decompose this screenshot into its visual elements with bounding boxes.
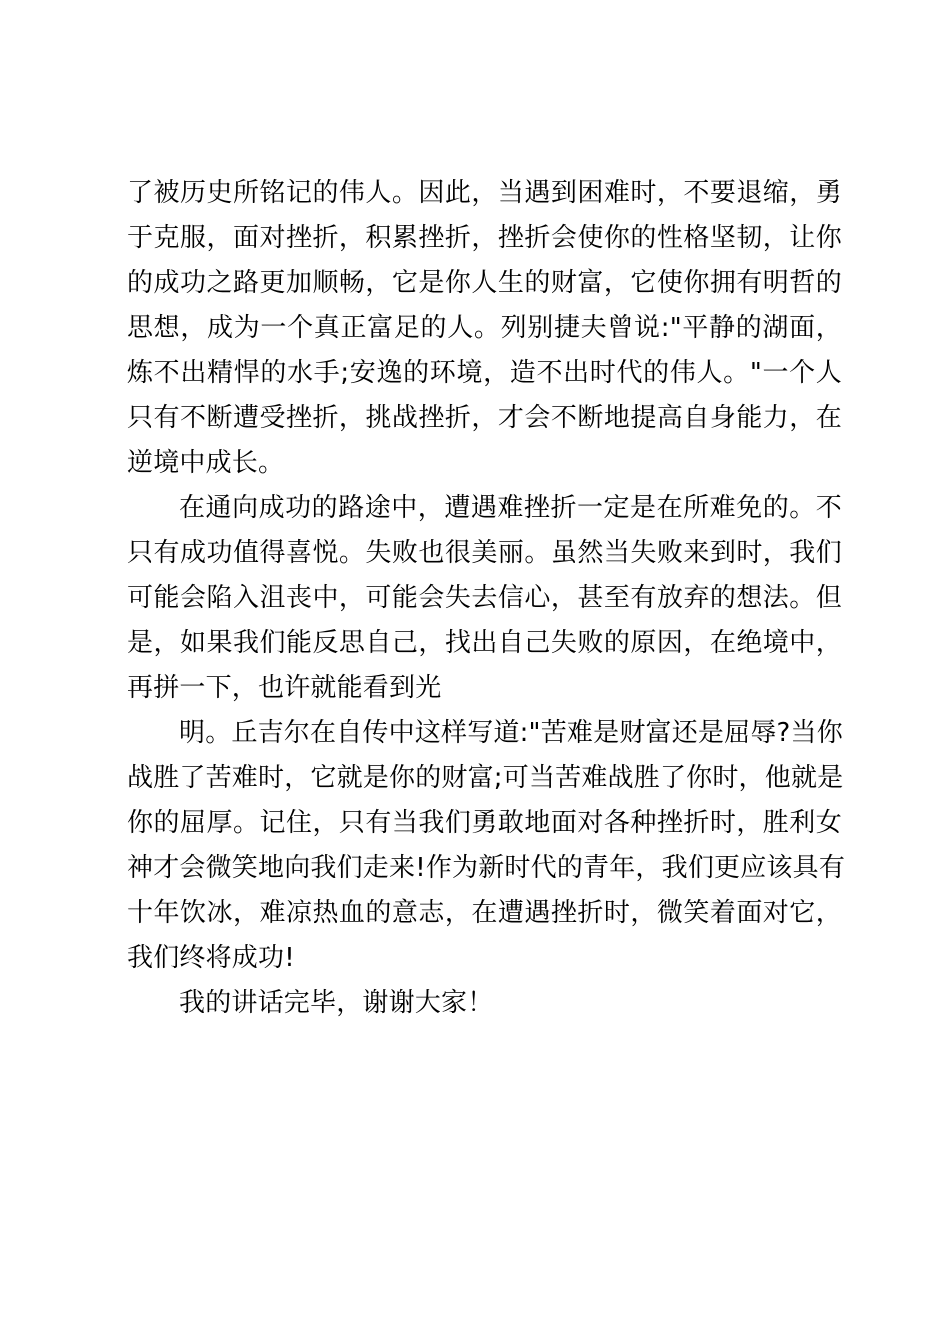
- text-line: 战胜了苦难时，它就是你的财富;可当苦难战胜了你时，他就是: [127, 763, 844, 793]
- text-line: 逆境中成长。: [127, 448, 285, 478]
- text-line: 我们终将成功!: [127, 943, 295, 973]
- text-line: 神才会微笑地向我们走来!作为新时代的青年，我们更应该具有: [127, 853, 846, 883]
- text-line: 可能会陷入沮丧中，可能会失去信心，甚至有放弃的想法。但: [127, 583, 842, 613]
- paragraph-1: [127, 171, 842, 486]
- text-line: 只有不断遭受挫折，挑战挫折，才会不断地提高自身能力，在: [127, 403, 842, 433]
- text-line: 在通向成功的路途中，遭遇难挫折一定是在所难免的。不: [179, 493, 842, 523]
- text-line: 你的屈厚。记住，只有当我们勇敢地面对各种挫折时，胜利女: [127, 808, 842, 838]
- text-line: 的成功之路更加顺畅，它是你人生的财富，它使你拥有明哲的: [127, 268, 842, 298]
- text-line: 于克服，面对挫折，积累挫折，挫折会使你的性格坚韧，让你: [127, 223, 842, 253]
- text-line: 是，如果我们能反思自己，找出自己失败的原因，在绝境中，: [127, 628, 842, 658]
- paragraph-4: [127, 981, 842, 1026]
- paragraph-2: [127, 486, 842, 711]
- text-line: 了被历史所铭记的伟人。因此，当遇到困难时，不要退缩，勇: [127, 178, 842, 208]
- text-line: 再拼一下，也许就能看到光: [127, 673, 442, 703]
- text-line: 十年饮冰，难凉热血的意志，在遭遇挫折时，微笑着面对它，: [127, 898, 842, 928]
- text-line: 我的讲话完毕，谢谢大家！: [179, 988, 494, 1018]
- text-line: 炼不出精悍的水手;安逸的环境，造不出时代的伟人。"一个人: [127, 358, 842, 388]
- text-line: 只有成功值得喜悦。失败也很美丽。虽然当失败来到时，我们: [127, 538, 842, 568]
- document-body: [127, 171, 846, 1026]
- paragraph-3: [127, 711, 846, 981]
- text-line: 明。丘吉尔在自传中这样写道:"苦难是财富还是屈辱?当你: [179, 718, 843, 748]
- text-line: 思想，成为一个真正富足的人。列别捷夫曾说:"平静的湖面，: [127, 313, 842, 343]
